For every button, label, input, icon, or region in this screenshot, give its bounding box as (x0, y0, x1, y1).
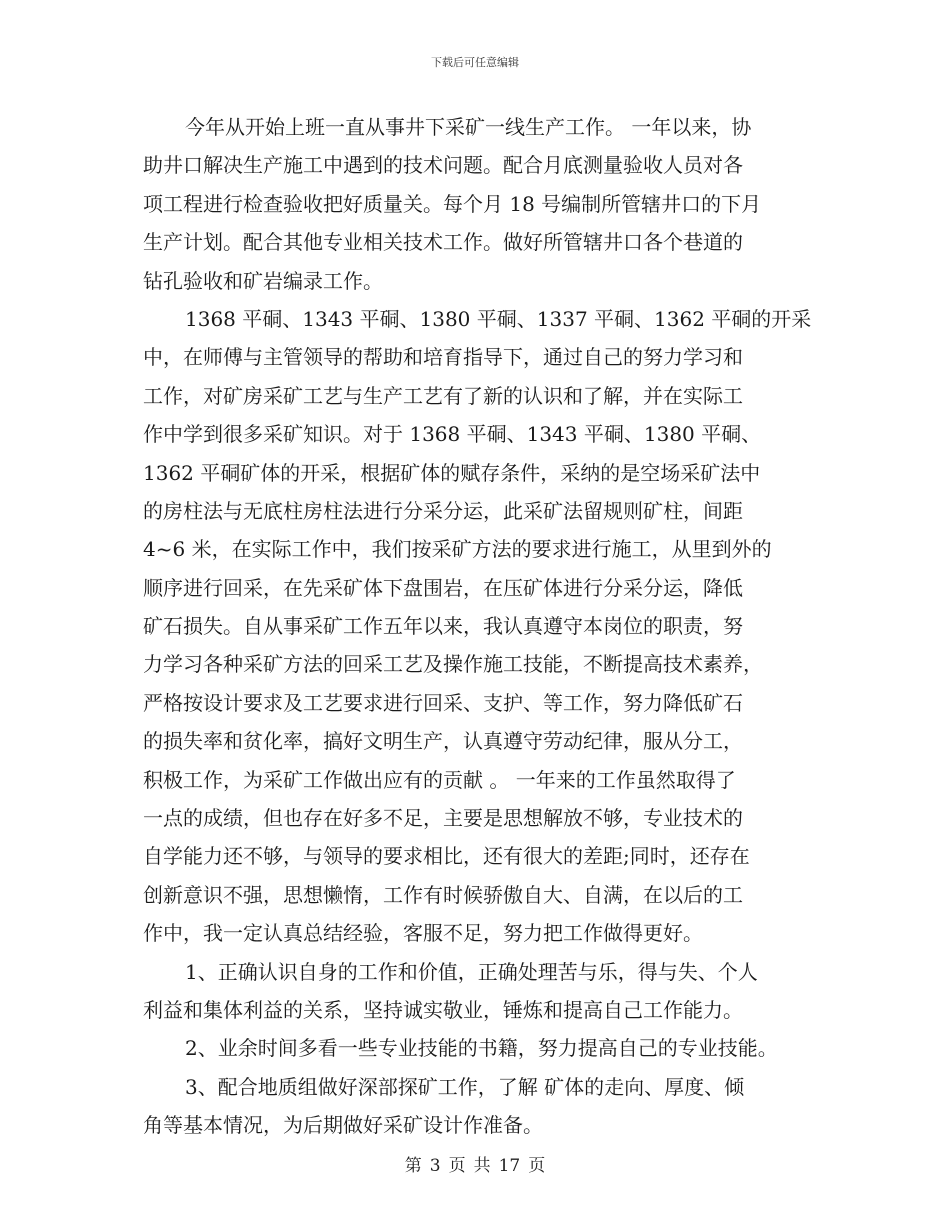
paragraph-line: 项工程进行检查验收把好质量关。每个月 18 号编制所管辖井口的下月 (143, 191, 762, 216)
paragraph-line: 4~6 米，在实际工作中，我们按采矿方法的要求进行施工，从里到外的 (143, 537, 772, 562)
paragraph-line: 创新意识不强，思想懒惰，工作有时候骄傲自大、自满，在以后的工 (143, 882, 743, 907)
paragraph-line: 的房柱法与无底柱房柱法进行分采分运，此采矿法留规则矿柱，间距 (143, 498, 743, 523)
paragraph-line: 作中，我一定认真总结经验，客服不足，努力把工作做得更好。 (143, 921, 703, 946)
paragraph-line: 生产计划。配合其他专业相关技术工作。做好所管辖井口各个巷道的 (143, 230, 743, 255)
paragraph-line: 中，在师傅与主管领导的帮助和培育指导下，通过自己的努力学习和 (143, 345, 743, 370)
footer-mid: 页 (448, 1156, 466, 1176)
paragraph-line: 今年从开始上班一直从事井下采矿一线生产工作。 一年以来，协 (185, 115, 752, 139)
paragraph-line: 的损失率和贫化率，搞好文明生产，认真遵守劳动纪律，服从分工， (143, 729, 743, 754)
paragraph-line: 1368 平硐、1343 平硐、1380 平硐、1337 平硐、1362 平硐的开采 (185, 306, 811, 331)
paragraph-line: 作中学到很多采矿知识。对于 1368 平硐、1343 平硐、1380 平硐、 (143, 422, 762, 447)
paragraph-line: 一点的成绩，但也存在好多不足，主要是思想解放不够，专业技术的 (143, 806, 743, 831)
paragraph-line: 利益和集体利益的关系，坚持诚实敬业，锤炼和提高自己工作能力。 (143, 997, 743, 1022)
paragraph-line: 矿石损失。自从事采矿工作五年以来，我认真遵守本岗位的职责，努 (143, 614, 743, 639)
page-footer (0, 1151, 950, 1176)
footer-suffix: 页 (528, 1156, 546, 1176)
document-body (143, 108, 811, 1145)
page-header: 下载后可任意编辑 (431, 56, 519, 69)
paragraph-line: 顺序进行回采，在先采矿体下盘围岩，在压矿体进行分采分运，降低 (143, 575, 743, 600)
paragraph-line: 力学习各种采矿方法的回采工艺及操作施工技能，不断提高技术素养， (143, 652, 763, 677)
total-page-count: 17 (498, 1156, 521, 1176)
paragraph-line: 助井口解决生产施工中遇到的技术问题。配合月底测量验收人员对各 (143, 153, 743, 178)
paragraph-line: 工作，对矿房采矿工艺与生产工艺有了新的认识和了解，并在实际工 (143, 383, 743, 408)
paragraph-line: 积极工作，为采矿工作做出应有的贡献 。 一年来的工作虽然取得了 (143, 767, 736, 792)
paragraph-line: 1、正确认识自身的工作和价值，正确处理苦与乐，得与失、个人 (185, 959, 758, 984)
paragraph-line: 严格按设计要求及工艺要求进行回采、支护、等工作，努力降低矿石 (143, 690, 743, 715)
paragraph-line: 1362 平硐矿体的开采，根据矿体的赋存条件，采纳的是空场采矿法中 (143, 460, 761, 485)
footer-total-prefix: 共 (473, 1156, 491, 1176)
paragraph-line: 2、业余时间多看一些专业技能的书籍，努力提高自己的专业技能。 (185, 1036, 778, 1061)
current-page-number: 3 (429, 1156, 441, 1176)
paragraph-line: 钻孔验收和矿岩编录工作。 (143, 268, 383, 293)
footer-prefix: 第 (404, 1156, 422, 1176)
paragraph-line: 自学能力还不够，与领导的要求相比，还有很大的差距;同时，还存在 (143, 844, 750, 869)
paragraph-line: 3、配合地质组做好深部探矿工作，了解 矿体的走向、厚度、倾 (185, 1074, 745, 1099)
paragraph-line: 角等基本情况，为后期做好采矿设计作准备。 (143, 1113, 543, 1138)
